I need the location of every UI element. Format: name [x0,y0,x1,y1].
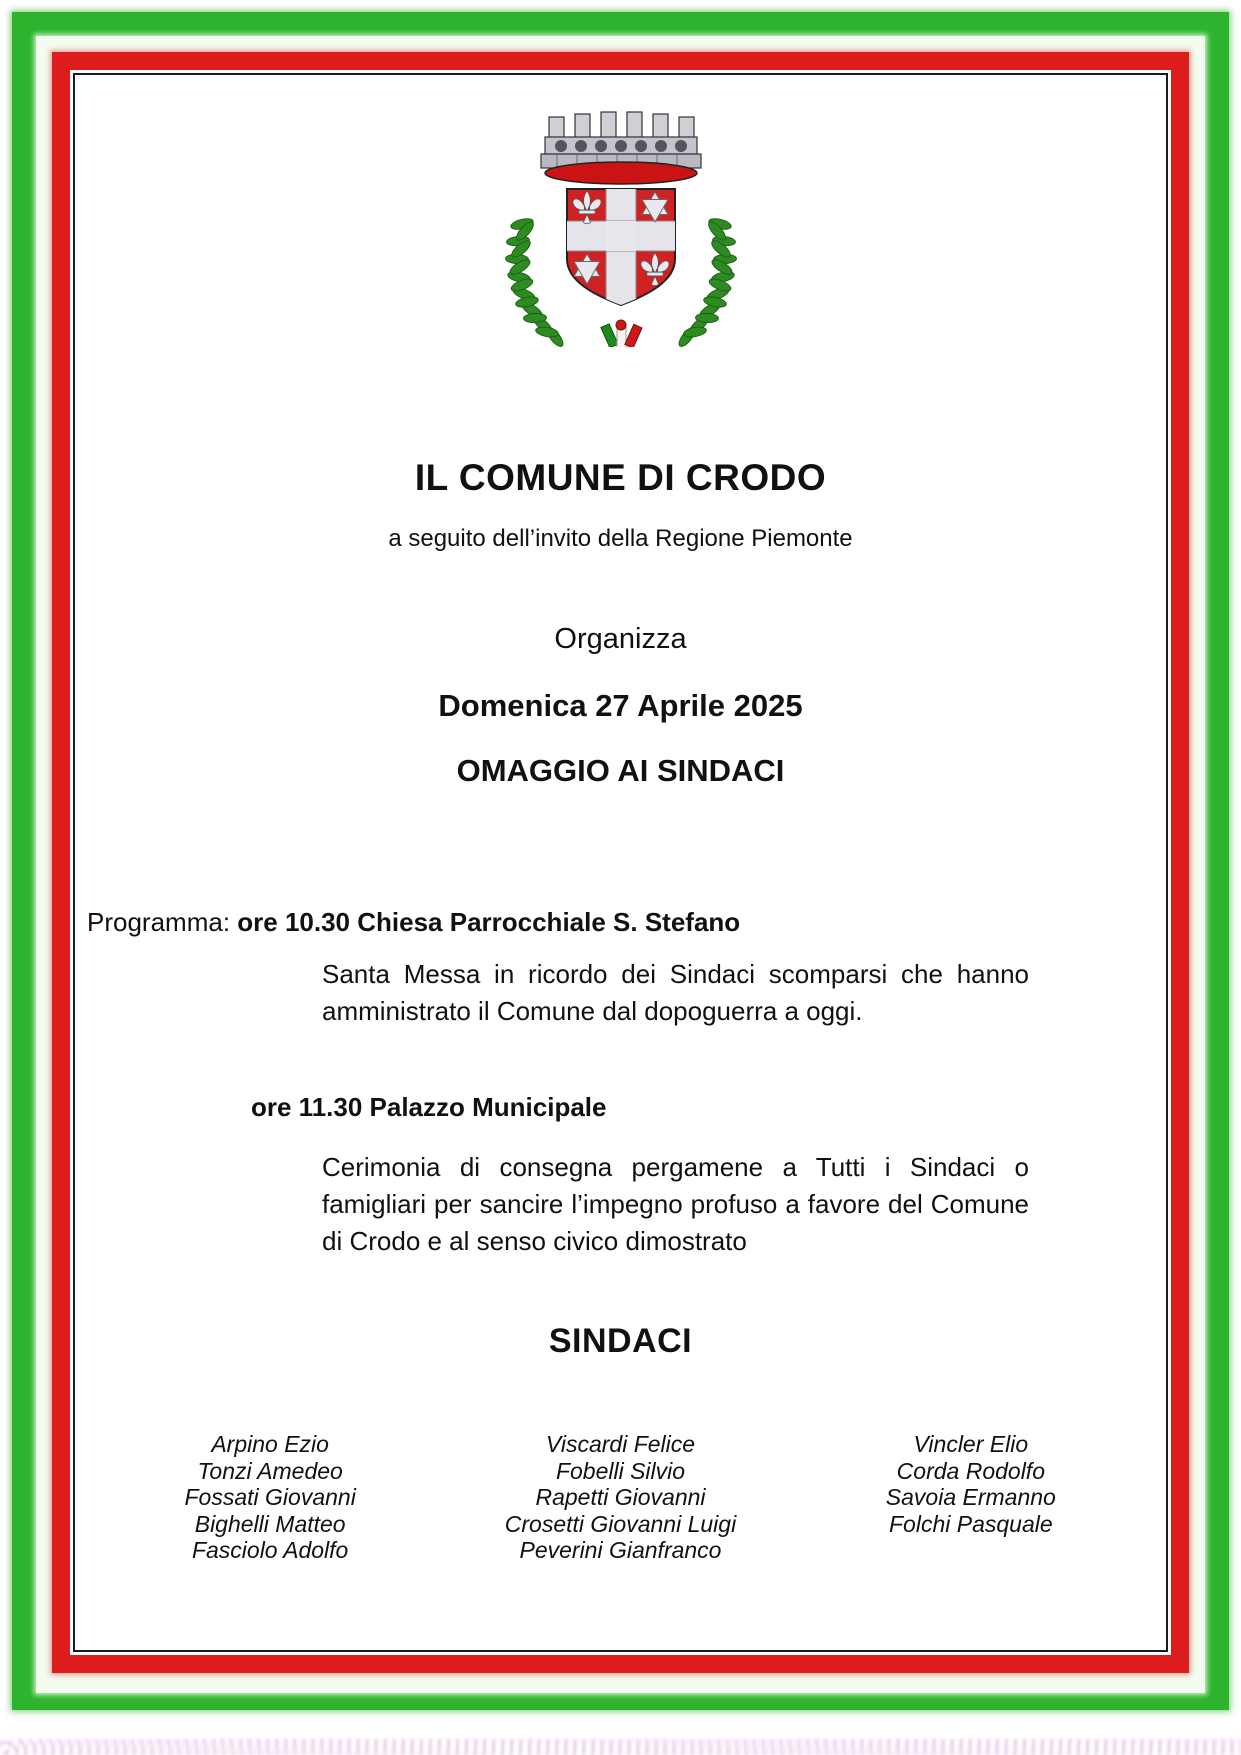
event-title: OMAGGIO AI SINDACI [456,753,785,788]
sindaco-name: Savoia Ermanno [885,1484,1056,1510]
sindaco-name: Tonzi Amedeo [197,1457,343,1484]
program-label: Programma: [87,907,238,937]
shield [565,187,677,309]
sindaco-name: Rapetti Giovanni [535,1484,706,1510]
program-item-2-body: Cerimonia di consegna pergamene a Tutti i Sindaci o famigliari per sancire l’impegno profuso a favore del Comune di Crodo e al senso civico dimostrato [322,1152,1029,1256]
page-title: IL COMUNE DI CRODO [414,457,827,498]
scan-artifact-strip [0,1739,1241,1755]
program-item-2-heading: ore 11.30 Palazzo Municipale [251,1092,607,1122]
sindaco-name: Fasciolo Adolfo [191,1537,349,1563]
sindaco-name: Bighelli Matteo [194,1510,346,1537]
organizza-line: Organizza [554,623,687,655]
sindaci-heading: SINDACI [548,1322,693,1360]
tricolor-ribbon [600,320,641,347]
sindaco-name: Folchi Pasquale [889,1510,1053,1537]
sindaci-column-3 [796,1431,1146,1564]
sindaci-name-columns [95,1431,1146,1564]
program-item-1-title: ore 10.30 Chiesa Parrocchiale S. Stefano [237,907,741,937]
sindaco-name: Fobelli Silvio [555,1457,686,1484]
sindaci-column-1 [95,1431,445,1564]
coat-of-arms-icon [471,109,771,347]
sindaco-name: Arpino Ezio [211,1431,329,1457]
document-body [73,73,1168,1652]
sindaco-name: Corda Rodolfo [896,1457,1045,1484]
sindaco-name: Vincler Elio [913,1431,1029,1457]
sindaci-column-2 [445,1431,795,1564]
sindaco-name: Crosetti Giovanni Luigi [504,1510,737,1537]
sindaco-name: Viscardi Felice [545,1431,696,1457]
program-item-1-body: Santa Messa in ricordo dei Sindaci scomparsi che hanno amministrato il Comune dal dopoguerra a oggi. [322,959,1029,1026]
subtitle: a seguito dell’invito della Regione Piemonte [388,525,853,552]
program-item-1-heading [87,907,1166,938]
event-date: Domenica 27 Aprile 2025 [438,688,803,723]
mural-crown [541,112,701,184]
sindaco-name: Peverini Gianfranco [519,1537,722,1563]
sindaco-name: Fossati Giovanni [184,1484,356,1510]
